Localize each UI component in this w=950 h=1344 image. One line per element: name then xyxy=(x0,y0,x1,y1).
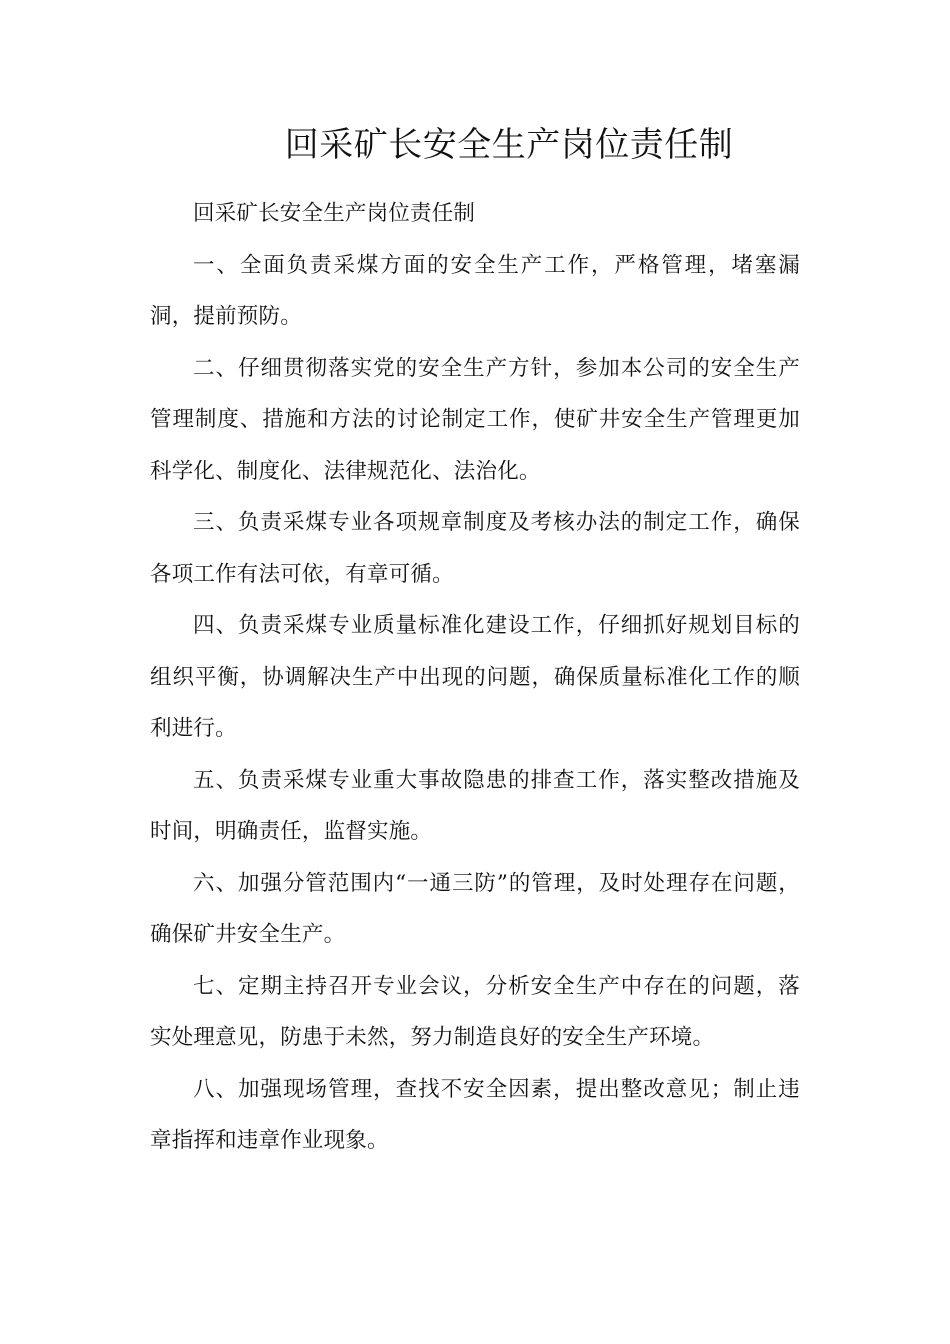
paragraph-item-6: 六、加强分管范围内“一通三防”的管理，及时处理存在问题，确保矿井安全生产。 xyxy=(150,870,800,947)
paragraph-item-3: 三、负责采煤专业各项规章制度及考核办法的制定工作，确保各项工作有法可依，有章可循。 xyxy=(150,510,800,587)
paragraph-subtitle: 回采矿长安全生产岗位责任制 xyxy=(193,201,476,226)
paragraph-item-8: 八、加强现场管理，查找不安全因素，提出整改意见；制止违章指挥和违章作业现象。 xyxy=(150,1076,800,1153)
document-title: 回采矿长安全生产岗位责任制 xyxy=(284,125,734,165)
paragraph-item-7: 七、定期主持召开专业会议，分析安全生产中存在的问题，落实处理意见，防患于未然，努力制造良好的安全生产环境。 xyxy=(150,973,800,1050)
document-body xyxy=(150,188,800,1167)
paragraph-item-5: 五、负责采煤专业重大事故隐患的排查工作，落实整改措施及时间，明确责任，监督实施。 xyxy=(150,767,800,844)
paragraph-item-4: 四、负责采煤专业质量标准化建设工作，仔细抓好规划目标的组织平衡，协调解决生产中出现的问题，确保质量标准化工作的顺利进行。 xyxy=(150,613,800,741)
paragraph-item-1: 一、全面负责采煤方面的安全生产工作，严格管理，堵塞漏洞，提前预防。 xyxy=(150,252,800,329)
paragraph-item-2: 二、仔细贯彻落实党的安全生产方针，参加本公司的安全生产管理制度、措施和方法的讨论制定工作，使矿井安全生产管理更加科学化、制度化、法律规范化、法治化。 xyxy=(150,355,800,484)
